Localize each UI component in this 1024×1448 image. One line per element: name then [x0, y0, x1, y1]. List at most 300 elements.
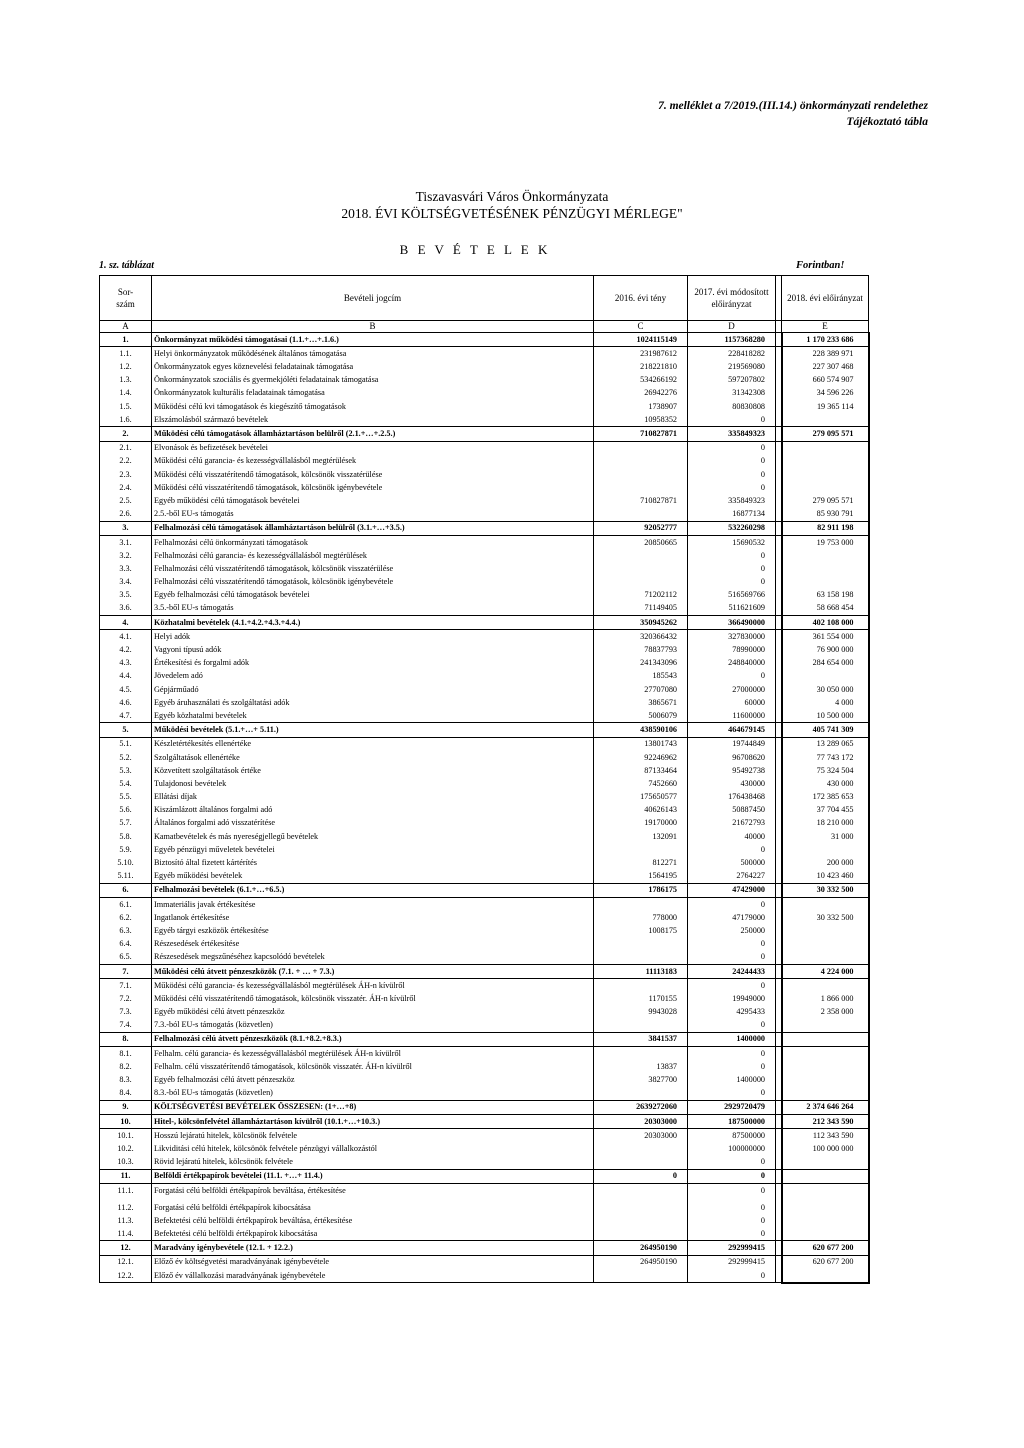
table-row — [100, 374, 869, 387]
table-row — [100, 535, 869, 549]
col-letter-e: E — [782, 321, 869, 333]
col-header-c: 2016. évi tény — [594, 276, 688, 321]
value-2017: 47429000 — [688, 883, 776, 897]
value-2017: 0 — [688, 549, 776, 562]
table-row — [100, 413, 869, 427]
row-label: Működési célú garancia- és kezességvállalásból megtérülések — [152, 455, 594, 468]
table-row — [100, 817, 869, 830]
table-row — [100, 979, 869, 993]
value-2017: 60000 — [688, 696, 776, 709]
row-label: Maradvány igénybevétele (12.1. + 12.2.) — [152, 1241, 594, 1255]
value-2017: 0 — [688, 1214, 776, 1227]
row-label: Egyéb működési célú támogatások bevételei — [152, 494, 594, 507]
value-2018 — [782, 413, 869, 427]
value-2017: 95492738 — [688, 764, 776, 777]
table-row — [100, 1227, 869, 1241]
table-row — [100, 1142, 869, 1155]
value-2018 — [782, 1197, 869, 1214]
value-2017: 21672793 — [688, 817, 776, 830]
value-2018 — [782, 1183, 869, 1197]
row-number: 7. — [100, 964, 152, 978]
row-label: Működési célú visszatérítendő támogatások, kölcsönök visszatérülése — [152, 468, 594, 481]
value-2018: 660 574 907 — [782, 374, 869, 387]
value-2018 — [782, 1269, 869, 1283]
value-2016: 26942276 — [594, 387, 688, 400]
value-2016: 20303000 — [594, 1129, 688, 1143]
table-row — [100, 468, 869, 481]
value-2016: 11113183 — [594, 964, 688, 978]
value-2016 — [594, 575, 688, 588]
value-2018 — [782, 481, 869, 494]
value-2016: 175650577 — [594, 790, 688, 803]
value-2016: 2639272060 — [594, 1100, 688, 1114]
row-number: 12.1. — [100, 1255, 152, 1269]
value-2018: 30 332 500 — [782, 883, 869, 897]
row-label: 3.5.-ből EU-s támogatás — [152, 602, 594, 616]
row-number: 12.2. — [100, 1269, 152, 1283]
row-label: Működési célú támogatások államháztartáson belülről (2.1.+…+.2.5.) — [152, 427, 594, 441]
table-row — [100, 1197, 869, 1214]
row-number: 2.6. — [100, 507, 152, 521]
value-2016: 78837793 — [594, 643, 688, 656]
value-2017: 0 — [688, 1183, 776, 1197]
row-label: Működési bevételek (5.1.+…+ 5.11.) — [152, 723, 594, 737]
row-label: Felhalmozási célú átvett pénzeszközök (8.1.+8.2.+8.3.) — [152, 1032, 594, 1046]
value-2016: 534266192 — [594, 374, 688, 387]
value-2016 — [594, 897, 688, 911]
row-number: 2.4. — [100, 481, 152, 494]
value-2017: 292999415 — [688, 1255, 776, 1269]
value-2016: 92246962 — [594, 751, 688, 764]
row-label: Közhatalmi bevételek (4.1.+4.2.+4.3.+4.4.) — [152, 615, 594, 629]
value-2017: 250000 — [688, 924, 776, 937]
table-row-main — [100, 1100, 869, 1114]
row-label: Felhalmozási célú garancia- és kezességvállalásból megtérülések — [152, 549, 594, 562]
col-letter-d: D — [688, 321, 776, 333]
table-row — [100, 400, 869, 413]
value-2018: 361 554 000 — [782, 630, 869, 644]
value-2016 — [594, 979, 688, 993]
table-row-main — [100, 521, 869, 535]
row-label: KÖLTSÉGVETÉSI BEVÉTELEK ÖSSZESEN: (1+…+8) — [152, 1100, 594, 1114]
col-letter-a: A — [100, 321, 152, 333]
value-2017: 16877134 — [688, 507, 776, 521]
row-number: 5.9. — [100, 843, 152, 856]
table-row — [100, 1269, 869, 1283]
value-2018: 228 389 971 — [782, 347, 869, 361]
row-label: Hitel-, kölcsönfelvétel államháztartáson kívülről (10.1.+…+10.3.) — [152, 1114, 594, 1128]
value-2017: 2929720479 — [688, 1100, 776, 1114]
table-row — [100, 1255, 869, 1269]
col-letter-b: B — [152, 321, 594, 333]
value-2017: 500000 — [688, 856, 776, 869]
row-number: 4.1. — [100, 630, 152, 644]
row-number: 6.1. — [100, 897, 152, 911]
row-number: 5.8. — [100, 830, 152, 843]
table-row — [100, 911, 869, 924]
value-2017: 15690532 — [688, 535, 776, 549]
value-2018: 10 423 460 — [782, 870, 869, 884]
row-label: Szolgáltatások ellenértéke — [152, 751, 594, 764]
row-number: 3.3. — [100, 562, 152, 575]
section-title: B E V É T E L E K — [399, 242, 551, 257]
table-row — [100, 575, 869, 588]
row-number: 6.2. — [100, 911, 152, 924]
row-label: Felhalmozási célú önkormányzati támogatások — [152, 535, 594, 549]
value-2018: 77 743 172 — [782, 751, 869, 764]
value-2016: 320366432 — [594, 630, 688, 644]
row-number: 7.3. — [100, 1005, 152, 1018]
row-label: Működési célú visszatérítendő támogatások, kölcsönök visszatér. ÁH-n kívülről — [152, 992, 594, 1005]
row-label: 7.3.-ból EU-s támogatás (közvetlen) — [152, 1019, 594, 1033]
value-2018 — [782, 468, 869, 481]
value-2018: 620 677 200 — [782, 1255, 869, 1269]
value-2017: 464679145 — [688, 723, 776, 737]
table-row — [100, 870, 869, 884]
value-2018 — [782, 670, 869, 683]
row-label: Tulajdonosi bevételek — [152, 777, 594, 790]
value-2017: 40000 — [688, 830, 776, 843]
row-label: Felhalmozási célú visszatérítendő támogatások, kölcsönök igénybevétele — [152, 575, 594, 588]
table-row — [100, 830, 869, 843]
row-label: Belföldi értékpapírok bevételei (11.1. +…+ 11.4.) — [152, 1169, 594, 1183]
value-2018: 172 385 653 — [782, 790, 869, 803]
value-2016: 3865671 — [594, 696, 688, 709]
table-row-main — [100, 1032, 869, 1046]
row-number: 3.1. — [100, 535, 152, 549]
value-2016: 9943028 — [594, 1005, 688, 1018]
value-2016: 3827700 — [594, 1073, 688, 1086]
row-label: Hosszú lejáratú hitelek, kölcsönök felvétele — [152, 1129, 594, 1143]
annex-header — [658, 98, 928, 130]
value-2018: 1 866 000 — [782, 992, 869, 1005]
row-number: 4.7. — [100, 709, 152, 723]
value-2018 — [782, 1073, 869, 1086]
col-header-a: Sor- szám — [100, 276, 152, 321]
value-2017: 31342308 — [688, 387, 776, 400]
value-2016 — [594, 507, 688, 521]
value-2017: 47179000 — [688, 911, 776, 924]
row-label: Egyéb tárgyi eszközök értékesítése — [152, 924, 594, 937]
table-row-main — [100, 427, 869, 441]
value-2016 — [594, 1269, 688, 1283]
value-2018 — [782, 937, 869, 950]
value-2017: 100000000 — [688, 1142, 776, 1155]
table-row — [100, 696, 869, 709]
annex-line: 7. melléklet a 7/2019.(III.14.) önkormányzati rendelethez — [658, 100, 928, 112]
value-2016: 264950190 — [594, 1241, 688, 1255]
value-2017: 0 — [688, 1169, 776, 1183]
row-label: Működési célú visszatérítendő támogatások, kölcsönök igénybevétele — [152, 481, 594, 494]
row-label: Felhalm. célú visszatérítendő támogatások, kölcsönök visszatér. ÁH-n kívülről — [152, 1060, 594, 1073]
table-row — [100, 455, 869, 468]
table-row — [100, 602, 869, 616]
row-label: Működési célú kvi támogatások és kiegészítő támogatások — [152, 400, 594, 413]
value-2018 — [782, 843, 869, 856]
row-number: 10. — [100, 1114, 152, 1128]
row-number: 5.4. — [100, 777, 152, 790]
row-label: Ingatlanok értékesítése — [152, 911, 594, 924]
value-2017: 4295433 — [688, 1005, 776, 1018]
value-2017: 0 — [688, 1019, 776, 1033]
value-2016: 71149405 — [594, 602, 688, 616]
value-2017: 24244433 — [688, 964, 776, 978]
value-2018: 200 000 — [782, 856, 869, 869]
table-row — [100, 387, 869, 400]
row-number: 6.5. — [100, 951, 152, 965]
row-number: 11.1. — [100, 1183, 152, 1197]
value-2017: 0 — [688, 455, 776, 468]
value-2018 — [782, 1214, 869, 1227]
row-number: 1.2. — [100, 360, 152, 373]
value-2017: 219569080 — [688, 360, 776, 373]
row-number: 4.3. — [100, 657, 152, 670]
value-2018 — [782, 897, 869, 911]
table-row — [100, 589, 869, 602]
value-2016: 778000 — [594, 911, 688, 924]
row-number: 10.3. — [100, 1155, 152, 1169]
value-2017: 292999415 — [688, 1241, 776, 1255]
value-2017: 50887450 — [688, 804, 776, 817]
value-2017: 0 — [688, 1087, 776, 1101]
value-2018: 10 500 000 — [782, 709, 869, 723]
value-2018: 620 677 200 — [782, 1241, 869, 1255]
value-2016: 231987612 — [594, 347, 688, 361]
table-row-main — [100, 883, 869, 897]
value-2018: 85 930 791 — [782, 507, 869, 521]
table-row-main — [100, 333, 869, 347]
value-2017: 327830000 — [688, 630, 776, 644]
value-2016 — [594, 843, 688, 856]
value-2018 — [782, 455, 869, 468]
row-label: Általános forgalmi adó visszatérítése — [152, 817, 594, 830]
row-number: 10.1. — [100, 1129, 152, 1143]
value-2017: 228418282 — [688, 347, 776, 361]
value-2016 — [594, 562, 688, 575]
row-number: 4.5. — [100, 683, 152, 696]
table-row-main — [100, 964, 869, 978]
table-row — [100, 683, 869, 696]
row-number: 6.3. — [100, 924, 152, 937]
table-row-main — [100, 615, 869, 629]
table-row — [100, 670, 869, 683]
value-2017: 0 — [688, 1269, 776, 1283]
value-2017: 0 — [688, 979, 776, 993]
row-number: 4.4. — [100, 670, 152, 683]
value-2017: 248840000 — [688, 657, 776, 670]
value-2016 — [594, 937, 688, 950]
table-row — [100, 494, 869, 507]
row-label: Önkormányzatok egyes köznevelési feladatainak támogatása — [152, 360, 594, 373]
value-2016: 1008175 — [594, 924, 688, 937]
value-2016: 710827871 — [594, 494, 688, 507]
value-2017: 0 — [688, 413, 776, 427]
value-2017: 430000 — [688, 777, 776, 790]
value-2017: 0 — [688, 937, 776, 950]
table-row-main — [100, 723, 869, 737]
value-2018: 402 108 000 — [782, 615, 869, 629]
table-row — [100, 1060, 869, 1073]
value-2016: 20303000 — [594, 1114, 688, 1128]
table-row — [100, 1019, 869, 1033]
table-row — [100, 764, 869, 777]
value-2016: 13801743 — [594, 737, 688, 751]
value-2016 — [594, 1197, 688, 1214]
row-number: 5.3. — [100, 764, 152, 777]
value-2016: 1564195 — [594, 870, 688, 884]
value-2017: 11600000 — [688, 709, 776, 723]
row-label: Részesedések értékesítése — [152, 937, 594, 950]
row-label: Önkormányzatok szociális és gyermekjóléti feladatainak támogatása — [152, 374, 594, 387]
document-title — [0, 188, 1024, 222]
row-label: Forgatási célú belföldi értékpapírok kibocsátása — [152, 1197, 594, 1214]
table-row — [100, 843, 869, 856]
row-number: 4.2. — [100, 643, 152, 656]
row-number: 11.4. — [100, 1227, 152, 1241]
value-2017: 187500000 — [688, 1114, 776, 1128]
value-2018 — [782, 979, 869, 993]
value-2018: 112 343 590 — [782, 1129, 869, 1143]
row-label: Jövedelem adó — [152, 670, 594, 683]
value-2018 — [782, 1019, 869, 1033]
table-row — [100, 804, 869, 817]
value-2017: 1400000 — [688, 1073, 776, 1086]
value-2016: 0 — [594, 1169, 688, 1183]
row-number: 1.6. — [100, 413, 152, 427]
row-number: 2.5. — [100, 494, 152, 507]
currency-note: Forintban! — [796, 260, 845, 271]
row-number: 2.2. — [100, 455, 152, 468]
row-label: Kamatbevételek és más nyereségjellegű bevételek — [152, 830, 594, 843]
value-2018: 75 324 504 — [782, 764, 869, 777]
row-number: 5.2. — [100, 751, 152, 764]
value-2017: 0 — [688, 1227, 776, 1241]
value-2016 — [594, 951, 688, 965]
value-2017: 19949000 — [688, 992, 776, 1005]
col-header-e: 2018. évi előirányzat — [782, 276, 869, 321]
row-number: 5.7. — [100, 817, 152, 830]
value-2017: 0 — [688, 1060, 776, 1073]
row-number: 11.2. — [100, 1197, 152, 1214]
row-label: Egyéb működési bevételek — [152, 870, 594, 884]
row-label: Egyéb pénzügyi műveletek bevételei — [152, 843, 594, 856]
row-number: 3.4. — [100, 575, 152, 588]
value-2018 — [782, 1155, 869, 1169]
value-2018 — [782, 1032, 869, 1046]
row-number: 11. — [100, 1169, 152, 1183]
row-label: Likviditási célú hitelek, kölcsönök felvétele pénzügyi vállalkozástól — [152, 1142, 594, 1155]
table-row — [100, 562, 869, 575]
value-2016: 812271 — [594, 856, 688, 869]
table-row — [100, 630, 869, 644]
value-2017: 0 — [688, 481, 776, 494]
row-label: Működési célú átvett pénzeszközök (7.1. + … + 7.3.) — [152, 964, 594, 978]
col-header-b: Bevételi jogcím — [152, 276, 594, 321]
value-2018: 430 000 — [782, 777, 869, 790]
value-2016 — [594, 1155, 688, 1169]
value-2018: 76 900 000 — [782, 643, 869, 656]
value-2017: 0 — [688, 843, 776, 856]
value-2016: 1738907 — [594, 400, 688, 413]
value-2016: 87133464 — [594, 764, 688, 777]
row-label: Helyi önkormányzatok működésének általános támogatása — [152, 347, 594, 361]
table-row — [100, 360, 869, 373]
value-2016 — [594, 455, 688, 468]
value-2016: 92052777 — [594, 521, 688, 535]
row-label: Készletértékesítés ellenértéke — [152, 737, 594, 751]
value-2016: 264950190 — [594, 1255, 688, 1269]
value-2018 — [782, 951, 869, 965]
table-row — [100, 1005, 869, 1018]
row-label: Helyi adók — [152, 630, 594, 644]
row-number: 1. — [100, 333, 152, 347]
value-2016: 7452660 — [594, 777, 688, 790]
row-label: Értékesítési és forgalmi adók — [152, 657, 594, 670]
table-row — [100, 549, 869, 562]
row-number: 5. — [100, 723, 152, 737]
value-2016 — [594, 1227, 688, 1241]
value-2016 — [594, 441, 688, 455]
value-2016 — [594, 1087, 688, 1101]
table-row — [100, 924, 869, 937]
row-number: 11.3. — [100, 1214, 152, 1227]
row-number: 8. — [100, 1032, 152, 1046]
table-row-main — [100, 1169, 869, 1183]
row-label: Biztosító által fizetett kártérítés — [152, 856, 594, 869]
row-number: 2. — [100, 427, 152, 441]
title-line-2: 2018. ÉVI KÖLTSÉGVETÉSÉNEK PÉNZÜGYI MÉRLEGE" — [341, 206, 683, 221]
value-2017: 78990000 — [688, 643, 776, 656]
row-number: 2.1. — [100, 441, 152, 455]
value-2016: 27707080 — [594, 683, 688, 696]
row-number: 7.1. — [100, 979, 152, 993]
value-2018: 2 374 646 264 — [782, 1100, 869, 1114]
row-label: Gépjárműadó — [152, 683, 594, 696]
value-2017: 0 — [688, 951, 776, 965]
row-number: 5.6. — [100, 804, 152, 817]
row-label: Kiszámlázott általános forgalmi adó — [152, 804, 594, 817]
row-label: 2.5.-ből EU-s támogatás — [152, 507, 594, 521]
row-label: Előző év költségvetési maradványának igénybevétele — [152, 1255, 594, 1269]
table-row — [100, 737, 869, 751]
value-2018: 4 000 — [782, 696, 869, 709]
row-number: 6.4. — [100, 937, 152, 950]
row-number: 7.2. — [100, 992, 152, 1005]
value-2018: 1 170 233 686 — [782, 333, 869, 347]
value-2016: 218221810 — [594, 360, 688, 373]
row-label: Ellátási díjak — [152, 790, 594, 803]
row-number: 4.6. — [100, 696, 152, 709]
table-row — [100, 777, 869, 790]
row-number: 1.5. — [100, 400, 152, 413]
value-2016: 438590106 — [594, 723, 688, 737]
value-2018 — [782, 1087, 869, 1101]
value-2018: 284 654 000 — [782, 657, 869, 670]
value-2018 — [782, 1169, 869, 1183]
row-number: 8.1. — [100, 1046, 152, 1060]
table-row — [100, 1129, 869, 1143]
row-label: Forgatási célú belföldi értékpapírok beváltása, értékesítése — [152, 1183, 594, 1197]
value-2017: 532260298 — [688, 521, 776, 535]
value-2017: 0 — [688, 670, 776, 683]
row-label: Egyéb felhalmozási célú támogatások bevételei — [152, 589, 594, 602]
value-2016: 132091 — [594, 830, 688, 843]
row-label: Felhalmozási célú visszatérítendő támogatások, kölcsönök visszatérülése — [152, 562, 594, 575]
value-2016: 71202112 — [594, 589, 688, 602]
row-label: Befektetési célú belföldi értékpapírok beváltása, értékesítése — [152, 1214, 594, 1227]
row-label: Felhalm. célú garancia- és kezességvállalásból megtérülések ÁH-n kívülről — [152, 1046, 594, 1060]
row-label: Rövid lejáratú hitelek, kölcsönök felvétele — [152, 1155, 594, 1169]
